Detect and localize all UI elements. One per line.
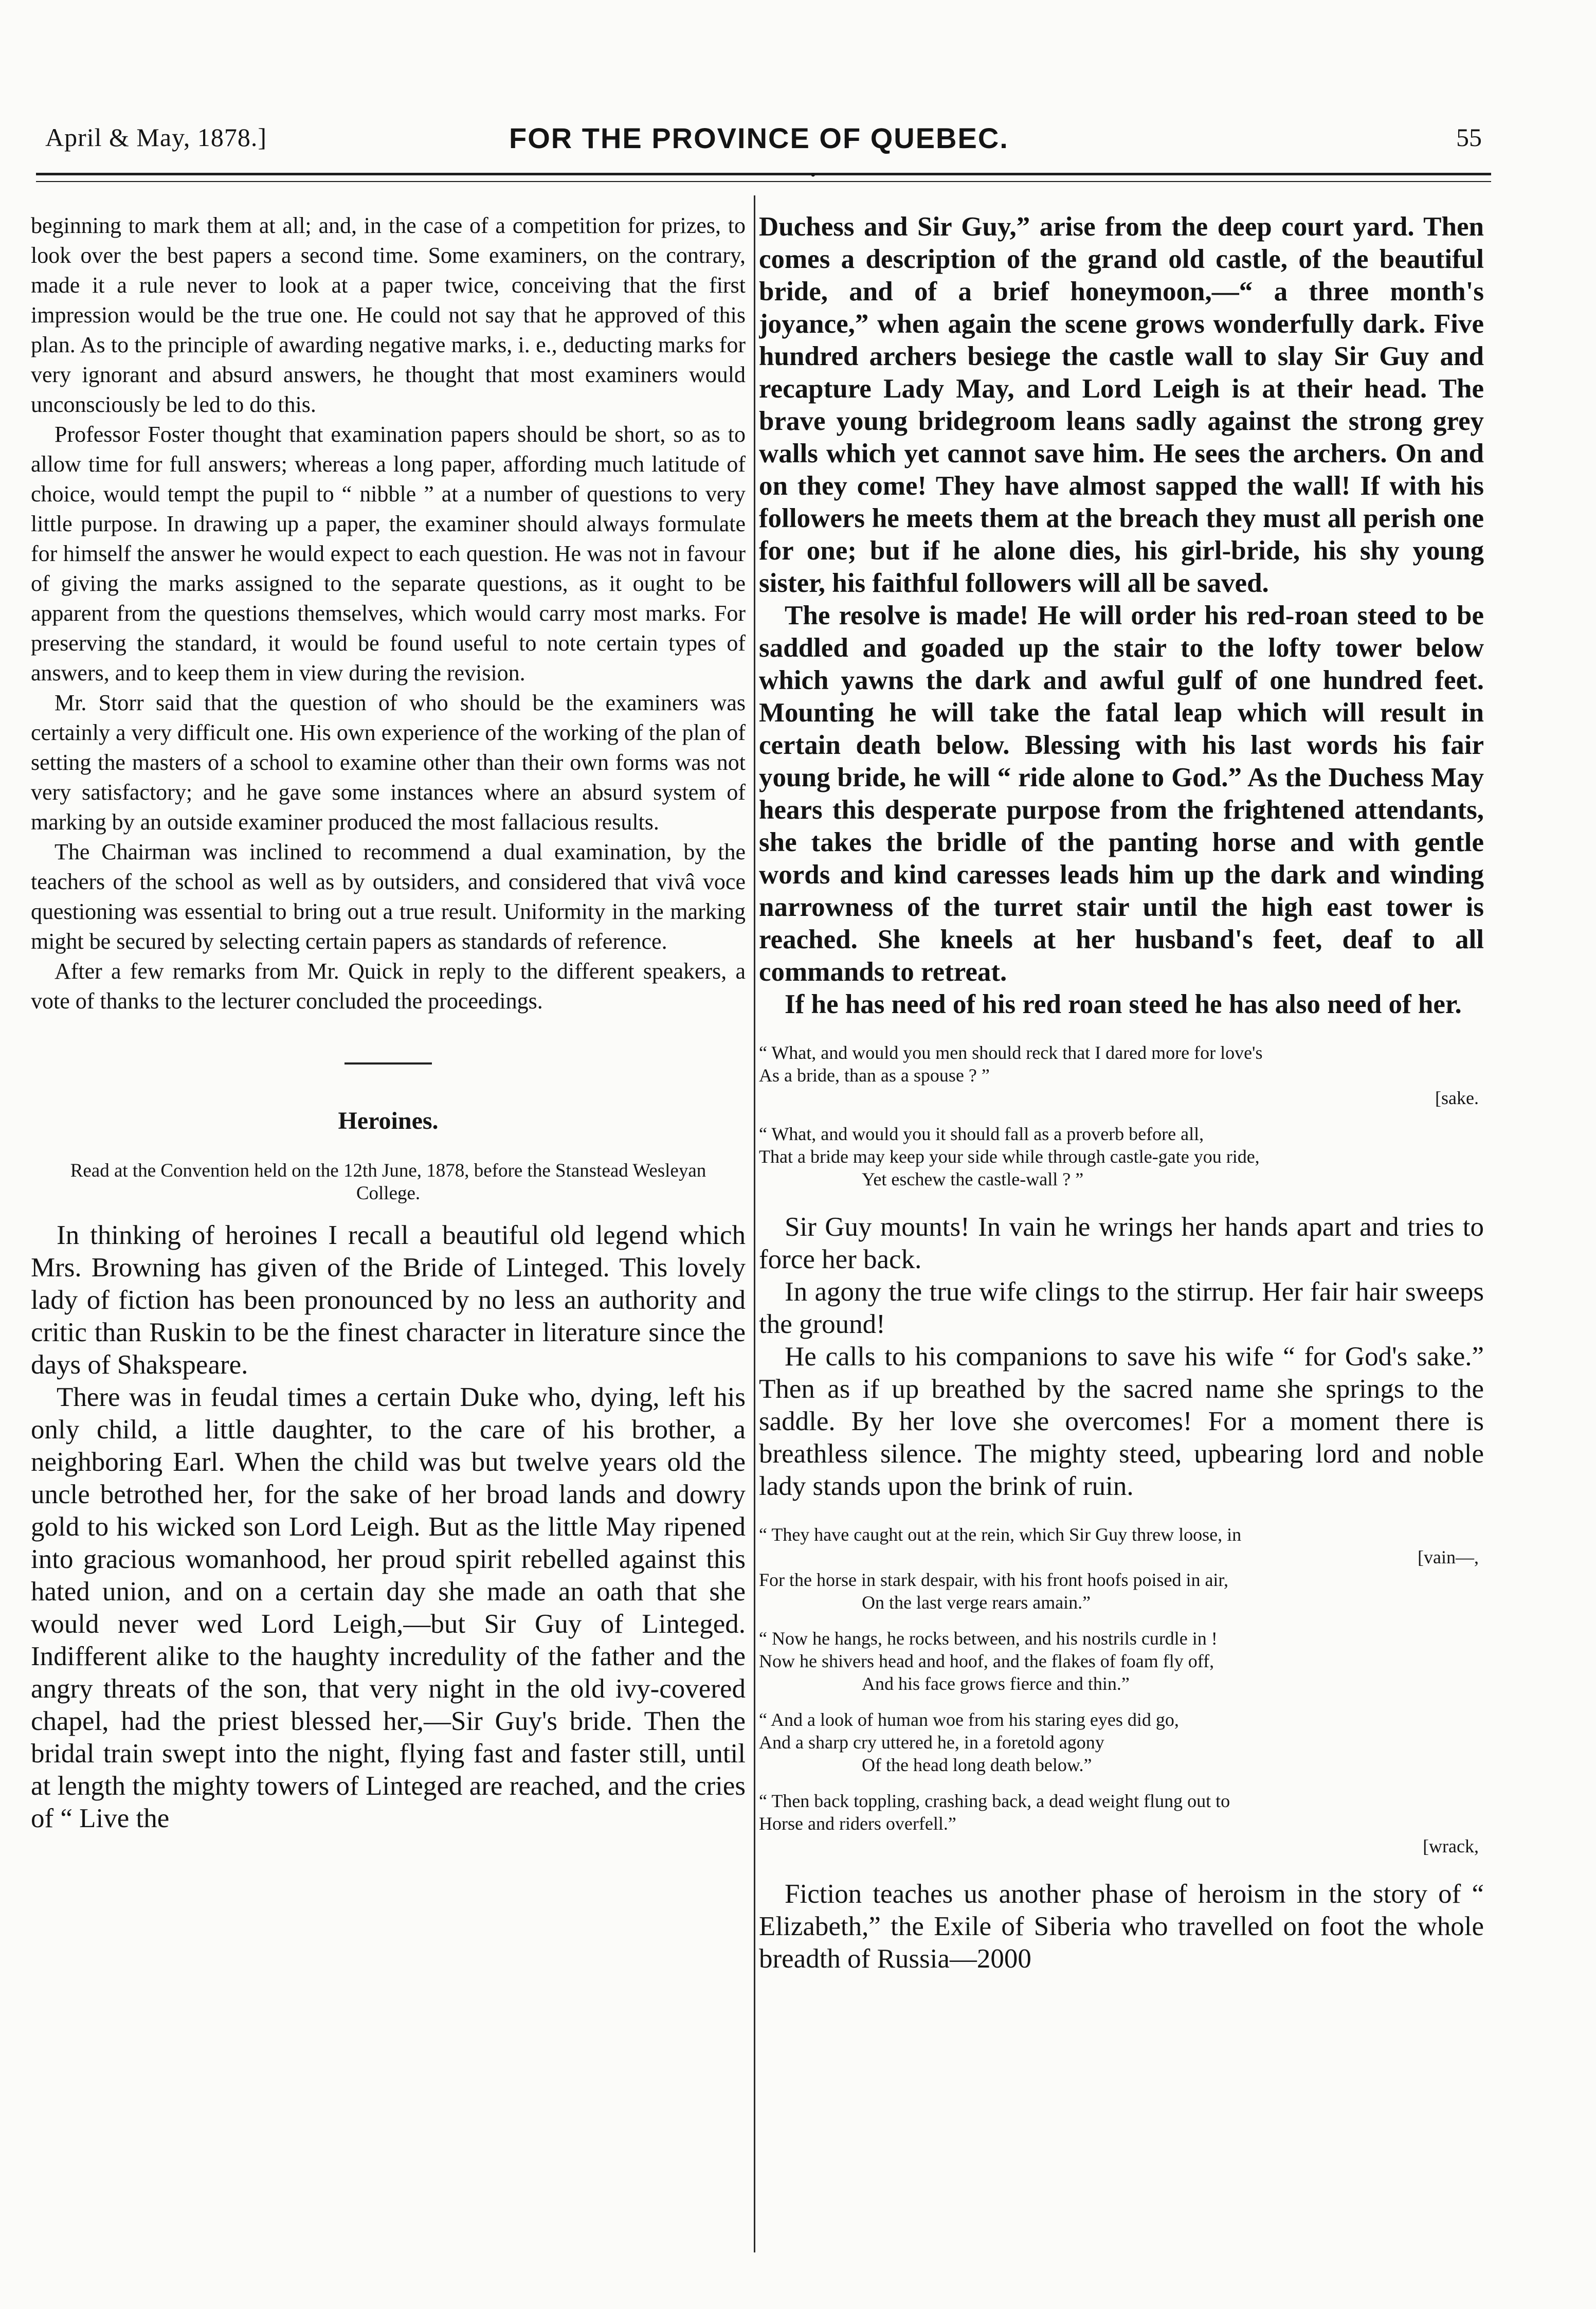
left-column [31, 211, 746, 2258]
verse-line: “ Now he hangs, he rocks between, and his nostrils curdle in ! [759, 1628, 1218, 1649]
verse-line: As a bride, than as a spouse ? ” [759, 1065, 990, 1086]
verse-line: “ And a look of human woe from his staring eyes did go, [759, 1709, 1179, 1730]
paragraph: Duchess and Sir Guy,” arise from the deep court yard. Then comes a description of the grand old castle, of the beautiful bride, and of a brief honeymoon,—“ a three month's joyance,” when again the scene grows wonderfully dark. Five hundred archers besiege the castle wall to slay Sir Guy and recapture Lady May, and Lord Leigh is at their head. The brave young bridegroom leans sadly against the strong grey walls which yet cannot save him. He sees the archers. On and on they come! They have almost sapped the wall! If with his followers he meets them at the breach they must all perish one for one; but if he alone dies, his girl-bride, his shy young sister, his faithful followers will all be saved. [759, 212, 1484, 598]
paragraph: If he has need of his red roan steed he has also need of her. [785, 989, 1462, 1019]
paragraph: After a few remarks from Mr. Quick in reply to the different speakers, a vote of thanks to the lecturer concluded the proceedings. [31, 959, 746, 1014]
verse-quote [759, 1523, 1484, 1614]
verse-line: “ They have caught out at the rein, which Sir Guy threw loose, in [759, 1524, 1242, 1545]
verse-line: Horse and riders overfell.” [759, 1813, 956, 1834]
verse-line: “ Then back toppling, crashing back, a dead weight flung out to [759, 1791, 1230, 1811]
paragraph: There was in feudal times a certain Duke who, dying, left his only child, a little daughter, to the care of his brother, a neighboring Earl. When the child was but twelve years old the uncle betrothed her, for the sake of her broad lands and dowry gold to his wicked son Lord Leigh. But as the little May ripened into gracious womanhood, her proud spirit rebelled against this hated union, and on a certain day she made an oath that she would never wed Lord Leigh,—but Sir Guy of Linteged. Indifferent alike to the haughty incredulity of the father and the angry threats of the son, that very night in the old ivy-covered chapel, had the priest blessed her,—Sir Guy's bride. Then the bridal train swept into the night, flying fast and faster still, until at length the mighty towers of Linteged are reached, and the cries of “ Live the [31, 1382, 746, 1833]
verse-quote [759, 1123, 1484, 1190]
page-number: 55 [1456, 123, 1482, 152]
section-divider [344, 1062, 432, 1065]
center-dot-icon: • [810, 167, 816, 184]
verse-quote [759, 1708, 1484, 1776]
running-head-title: FOR THE PROVINCE OF QUEBEC. [509, 122, 1009, 154]
verse-quote [759, 1627, 1484, 1695]
paragraph: The Chairman was inclined to recommend a dual examination, by the teachers of the school as well as by outsiders, and considered that vivâ voce questioning was essential to bring out a true result. Uniformity in the marking might be secured by selecting certain papers as standards of reference. [31, 839, 746, 954]
paragraph: Mr. Storr said that the question of who should be the examiners was certainly a very difficult one. His own experience of the working of the plan of setting the masters of a school to examine other than their own forms was not very satisfactory; and he gave some instances where an absurd system of marking by an outside examiner produced the most fallacious results. [31, 690, 746, 835]
verse-line: Now he shivers head and hoof, and the flakes of foam fly off, [759, 1651, 1214, 1671]
column-divider [754, 195, 755, 2252]
running-head-date: April & May, 1878.] [45, 123, 267, 152]
paragraph: In thinking of heroines I recall a beautiful old legend which Mrs. Browning has given of the Bride of Linteged. This lovely lady of fiction has been pronounced by no less an authority and critic than Ruskin to be the finest character in literature since the days of Shakspeare. [31, 1220, 746, 1380]
verse-line: On the last verge rears amain.” [862, 1592, 1091, 1613]
header-rule-thick [36, 173, 1491, 175]
paragraph: In agony the true wife clings to the stirrup. Her fair hair sweeps the ground! [759, 1277, 1484, 1339]
verse-line: And a sharp cry uttered he, in a foretold agony [759, 1732, 1104, 1753]
paragraph: beginning to mark them at all; and, in the case of a competition for prizes, to look over the best papers a second time. Some examiners, on the contrary, made it a rule never to look at a paper twice, conceiving that the first impression would be the true one. He could not say that he approved of this plan. As to the principle of awarding negative marks, i. e., deducting marks for very ignorant and absurd answers, he thought that most examiners would unconsciously be led to do this. [31, 213, 746, 417]
paragraph: Fiction teaches us another phase of heroism in the story of “ Elizabeth,” the Exile of Siberia who travelled on foot the whole breadth of Russia—2000 [759, 1879, 1484, 1974]
verse-line: Yet eschew the castle-wall ? ” [862, 1169, 1084, 1189]
right-column [759, 211, 1484, 2258]
verse-turnover: [vain—, [1418, 1547, 1479, 1567]
verse-line: For the horse in stark despair, with his front hoofs poised in air, [759, 1570, 1228, 1590]
verse-turnover: [sake. [1435, 1088, 1479, 1108]
paragraph: Professor Foster thought that examination papers should be short, so as to allow time for full answers; whereas a long paper, affording much latitude of choice, would tempt the pupil to “ nibble ” at a number of questions to very little purpose. In drawing up a paper, the examiner should always formulate for himself the answer he would expect to each question. He was not in favour of giving the marks assigned to the separate questions, as it ought to be apparent from the questions themselves, which would carry most marks. For preserving the standard, it would be found useful to note certain types of answers, and to keep them in view during the revision. [31, 422, 746, 686]
read-note: Read at the Convention held on the 12th June, 1878, before the Stanstead Wesleyan College. [70, 1160, 706, 1204]
paragraph: He calls to his companions to save his wife “ for God's sake.” Then as if up breathed by the sacred name she springs to the saddle. By her love she overcomes! For a moment there is breathless silence. The mighty steed, upbearing lord and noble lady stands upon the brink of ruin. [759, 1342, 1484, 1501]
verse-line: Of the head long death below.” [862, 1755, 1092, 1775]
verse-turnover: [wrack, [1423, 1836, 1479, 1856]
verse-quote [759, 1790, 1484, 1857]
verse-quote [759, 1041, 1484, 1109]
paragraph: The resolve is made! He will order his red-roan steed to be saddled and goaded up the stair to the lofty tower below which yawns the dark and awful gulf of one hundred feet. Mounting he will take the fatal leap which will result in certain death below. Blessing with his last words his fair young bride, he will “ ride alone to God.” As the Duchess May hears this desperate purpose from the frightened attendants, she takes the bridle of the panting horse and with gentle words and kind caresses leads him up the dark and winding narrowness of the turret stair until the high east tower is reached. She kneels at her husband's feet, deaf to all commands to retreat. [759, 601, 1484, 987]
verse-line: That a bride may keep your side while through castle-gate you ride, [759, 1146, 1260, 1167]
verse-line: “ What, and would you men should reck that I dared more for love's [759, 1042, 1263, 1063]
header-rule-thin [36, 181, 1491, 182]
verse-line: And his face grows fierce and thin.” [862, 1673, 1130, 1694]
verse-line: “ What, and would you it should fall as a proverb before all, [759, 1124, 1204, 1144]
section-title: Heroines. [338, 1107, 439, 1134]
paragraph: Sir Guy mounts! In vain he wrings her hands apart and tries to force her back. [759, 1212, 1484, 1274]
